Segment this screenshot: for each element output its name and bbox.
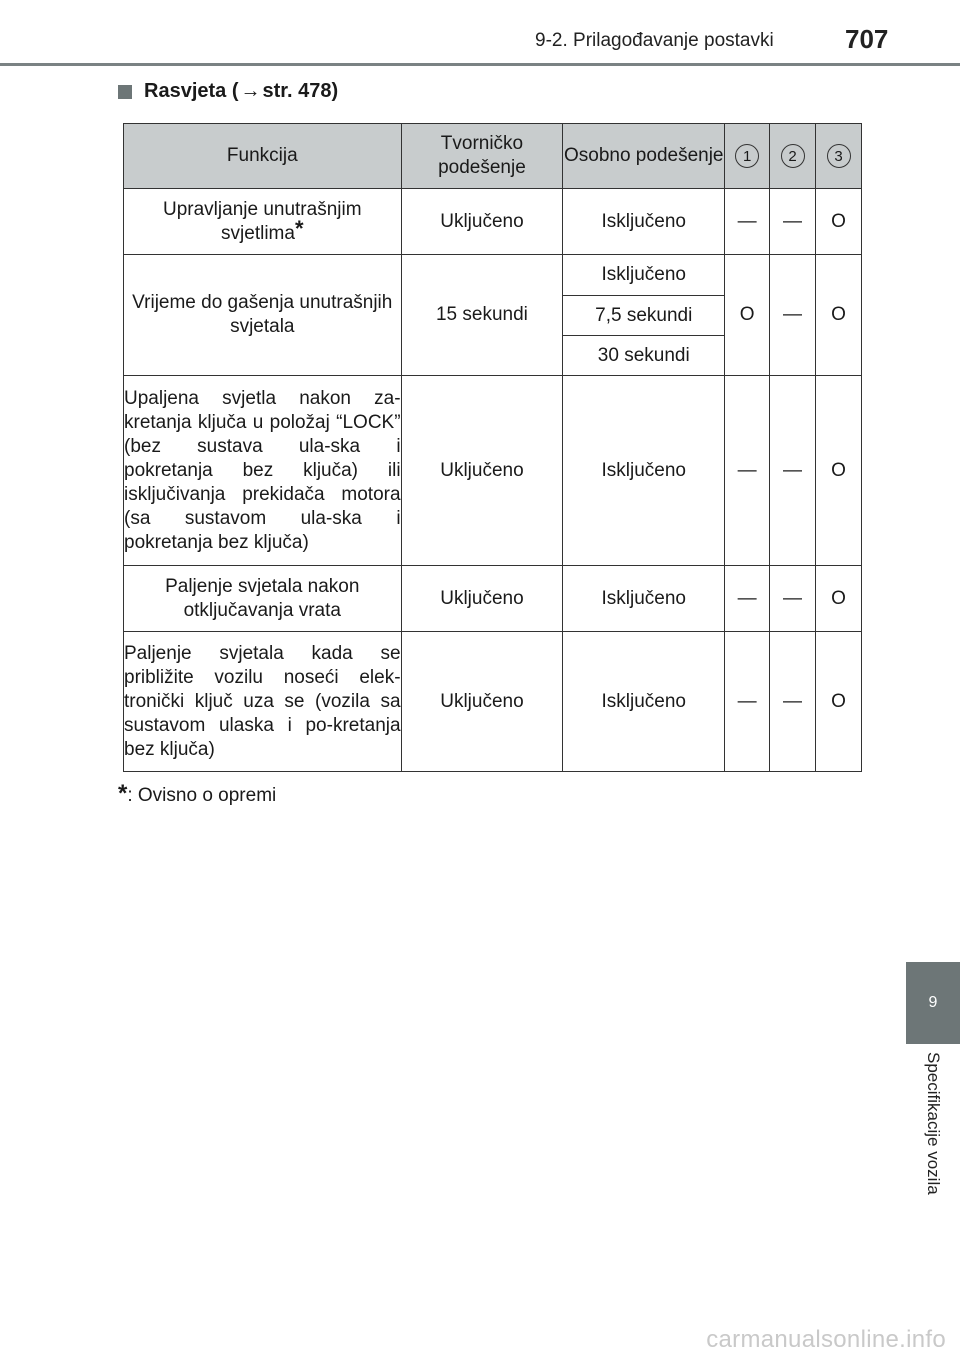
row-col-2: — (770, 566, 816, 632)
row-default: Uključeno (401, 376, 563, 566)
circled-number-1-icon: 1 (735, 144, 759, 168)
chapter-tab: 9 (906, 962, 960, 1044)
row-col-3: O (816, 376, 862, 566)
circled-number-2-icon: 2 (781, 144, 805, 168)
row-function: Paljenje svjetala kada se približite vozilu noseći elek-tronički ključ uza se (vozila sa sustavom ulaska i po-kretanja bez ključa) (124, 632, 402, 772)
header-divider (0, 63, 960, 66)
row-col-3: O (816, 632, 862, 772)
row-default: Uključeno (401, 566, 563, 632)
row-personal: Isključeno (563, 376, 725, 566)
row-default: 15 sekundi (401, 255, 563, 376)
row-personal: Isključeno (563, 189, 725, 255)
table-row (124, 632, 862, 772)
row-function-text: Upravljanje unutrašnjim svjetlima (163, 198, 362, 244)
page-number: 707 (845, 24, 889, 54)
row-col-2: — (770, 189, 816, 255)
row-personal-option: Isključeno (563, 255, 725, 296)
header-col-1 (725, 124, 770, 189)
table-row (124, 189, 862, 255)
footnote-mark: * (294, 215, 304, 241)
watermark: carmanualsonline.info (706, 1326, 946, 1353)
row-default: Uključeno (401, 189, 563, 255)
row-function: Paljenje svjetala nakon otključavanja vrata (124, 566, 402, 632)
square-bullet-icon (118, 85, 132, 99)
chapter-label-text: Specifikacije vozila (924, 1052, 943, 1195)
footnote-star: * (118, 780, 128, 807)
header-section-title: 9-2. Prilagođavanje postavki (535, 30, 774, 51)
table-row (124, 376, 862, 566)
table-row (124, 255, 862, 296)
row-personal: Isključeno (563, 566, 725, 632)
header-col-2 (770, 124, 816, 189)
arrow-right-icon: → (240, 80, 261, 102)
table-row (124, 566, 862, 632)
header-col-3 (816, 124, 862, 189)
table-header-row (124, 124, 862, 189)
header-function: Funkcija (124, 124, 402, 189)
section-heading (118, 80, 338, 103)
row-col-3: O (816, 189, 862, 255)
row-col-1: — (725, 376, 770, 566)
row-col-1: — (725, 566, 770, 632)
row-personal-option: 7,5 sekundi (563, 296, 725, 336)
row-personal-option: 30 sekundi (563, 336, 725, 376)
row-col-2: — (770, 376, 816, 566)
footnote-text: : Ovisno o opremi (127, 785, 277, 806)
lighting-settings-table (123, 123, 862, 772)
chapter-label (906, 1052, 960, 1242)
row-function: Upaljena svjetla nakon za-kretanja ključa u položaj “LOCK” (bez sustava ula-ska i pokretanja bez ključa) ili isključivanja prekidača motora (sa sustavom ula-ska i pokretanja bez ključa) (124, 376, 402, 566)
header-personal-setting: Osobno podešenje (563, 124, 725, 189)
section-heading-suffix: str. 478) (262, 80, 339, 102)
row-function (124, 189, 402, 255)
row-col-1: — (725, 189, 770, 255)
row-col-3: O (816, 255, 862, 376)
section-heading-prefix: Rasvjeta ( (144, 80, 239, 102)
circled-number-3-icon: 3 (827, 144, 851, 168)
row-col-2: — (770, 255, 816, 376)
row-col-3: O (816, 566, 862, 632)
header-default-setting: Tvorničko podešenje (401, 124, 563, 189)
row-personal: Isključeno (563, 632, 725, 772)
footnote (118, 780, 276, 808)
row-col-1: — (725, 632, 770, 772)
row-default: Uključeno (401, 632, 563, 772)
row-function: Vrijeme do gašenja unutrašnjih svjetala (124, 255, 402, 376)
row-col-2: — (770, 632, 816, 772)
row-col-1: O (725, 255, 770, 376)
